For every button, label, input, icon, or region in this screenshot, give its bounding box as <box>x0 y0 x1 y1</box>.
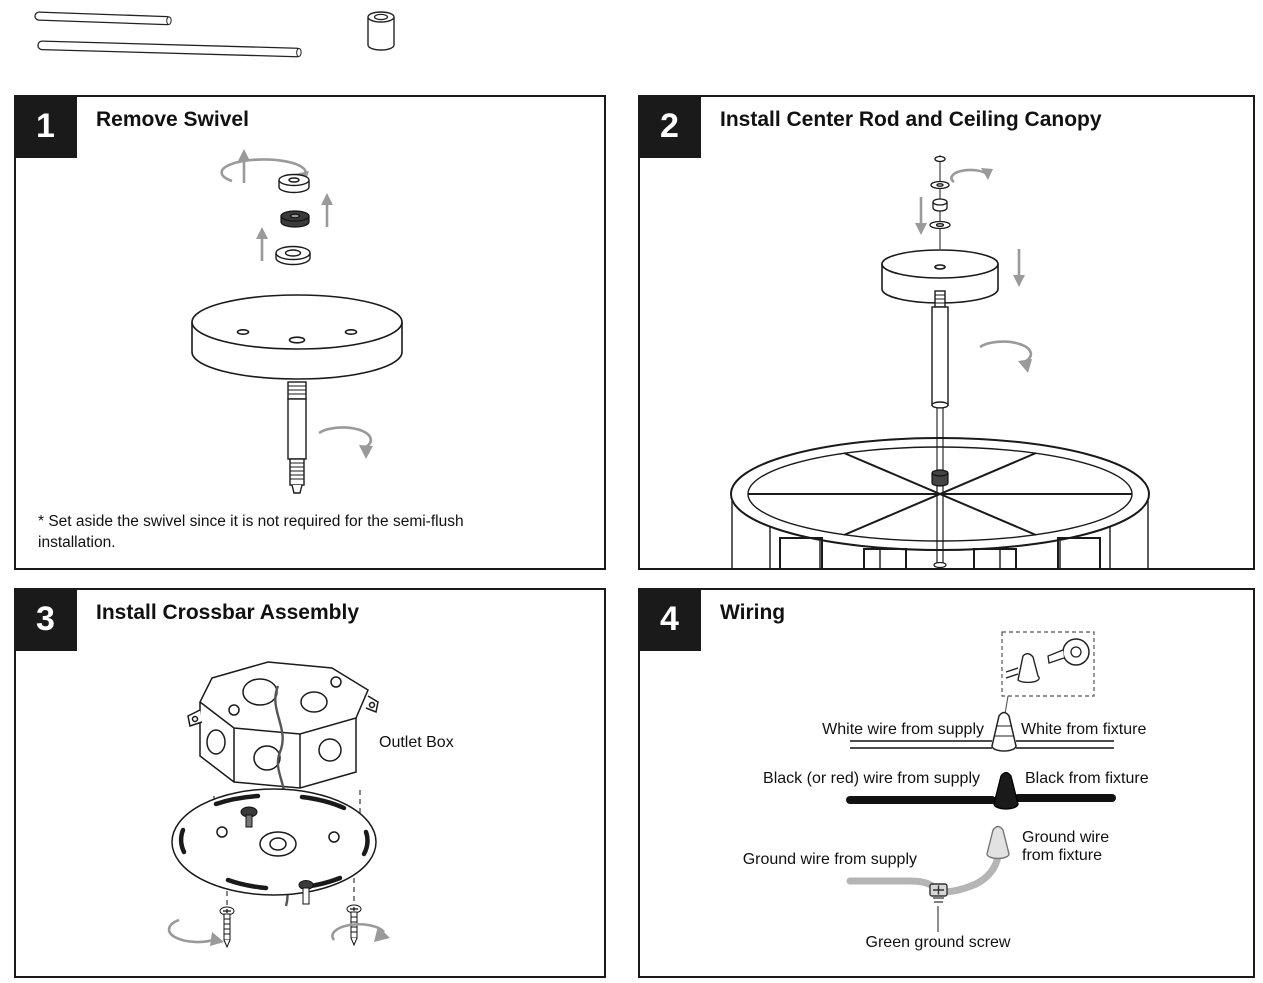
panel-wiring <box>638 588 1255 978</box>
remove-swivel-diagram <box>16 97 606 570</box>
step-number-4: 4 <box>638 588 701 651</box>
step-title-4: Wiring <box>720 601 786 624</box>
connector-detail-box <box>1002 632 1094 714</box>
panel-remove-swivel <box>14 95 606 570</box>
ground-screw-icon <box>930 884 947 902</box>
wire-connector-icon <box>1006 654 1039 683</box>
step-number-3: 3 <box>14 588 77 651</box>
white-wire-nut-icon <box>992 713 1016 752</box>
ground-wire-nut-icon <box>987 827 1009 859</box>
center-rod-icon <box>932 291 948 470</box>
step-title-2: Install Center Rod and Ceiling Canopy <box>720 108 1102 131</box>
swivel-note: * Set aside the swivel since it is not required for the semi-flush installation. <box>38 513 464 552</box>
panel-install-crossbar <box>14 588 606 978</box>
ground-supply-label: Ground wire from supply <box>742 851 917 868</box>
hex-nut-icon <box>279 175 309 193</box>
swivel-stem-icon <box>288 382 306 493</box>
canopy-icon <box>192 295 402 379</box>
washer-icon <box>276 247 310 265</box>
ground-fixture-label: Ground wire from fixture <box>1022 829 1110 865</box>
outlet-box-icon <box>188 662 378 788</box>
center-rod-canopy-diagram <box>640 97 1255 570</box>
up-arrow-icon <box>244 157 327 261</box>
crossbar-plate-icon <box>172 789 376 895</box>
step-title-3: Install Crossbar Assembly <box>96 601 359 624</box>
hub-nut-icon <box>932 470 948 486</box>
center-rods-illustration <box>0 0 430 70</box>
rod-long-icon <box>38 41 301 57</box>
tape-roll-icon <box>1048 639 1089 665</box>
hanger-bolt-stack-icon <box>930 155 950 249</box>
coupler-icon <box>368 12 394 50</box>
arrowheads <box>210 926 390 946</box>
rod-short-icon <box>35 12 171 25</box>
black-fixture-label: Black from fixture <box>1025 770 1149 787</box>
step-number-2: 2 <box>638 95 701 158</box>
ground-screw-label: Green ground screw <box>865 934 1011 951</box>
black-wire-nut-icon <box>994 773 1018 810</box>
swivel-nut-icon <box>281 211 309 227</box>
step-title-1: Remove Swivel <box>96 108 249 131</box>
step-number-1: 1 <box>14 95 77 158</box>
black-supply-label: Black (or red) wire from supply <box>763 770 980 787</box>
crossbar-assembly-diagram <box>16 590 606 978</box>
white-supply-label: White wire from supply <box>822 721 984 738</box>
white-fixture-label: White from fixture <box>1021 721 1147 738</box>
panel-install-center-rod <box>638 95 1255 570</box>
outlet-box-label: Outlet Box <box>379 734 454 751</box>
ground-wire-icon <box>850 827 1009 933</box>
